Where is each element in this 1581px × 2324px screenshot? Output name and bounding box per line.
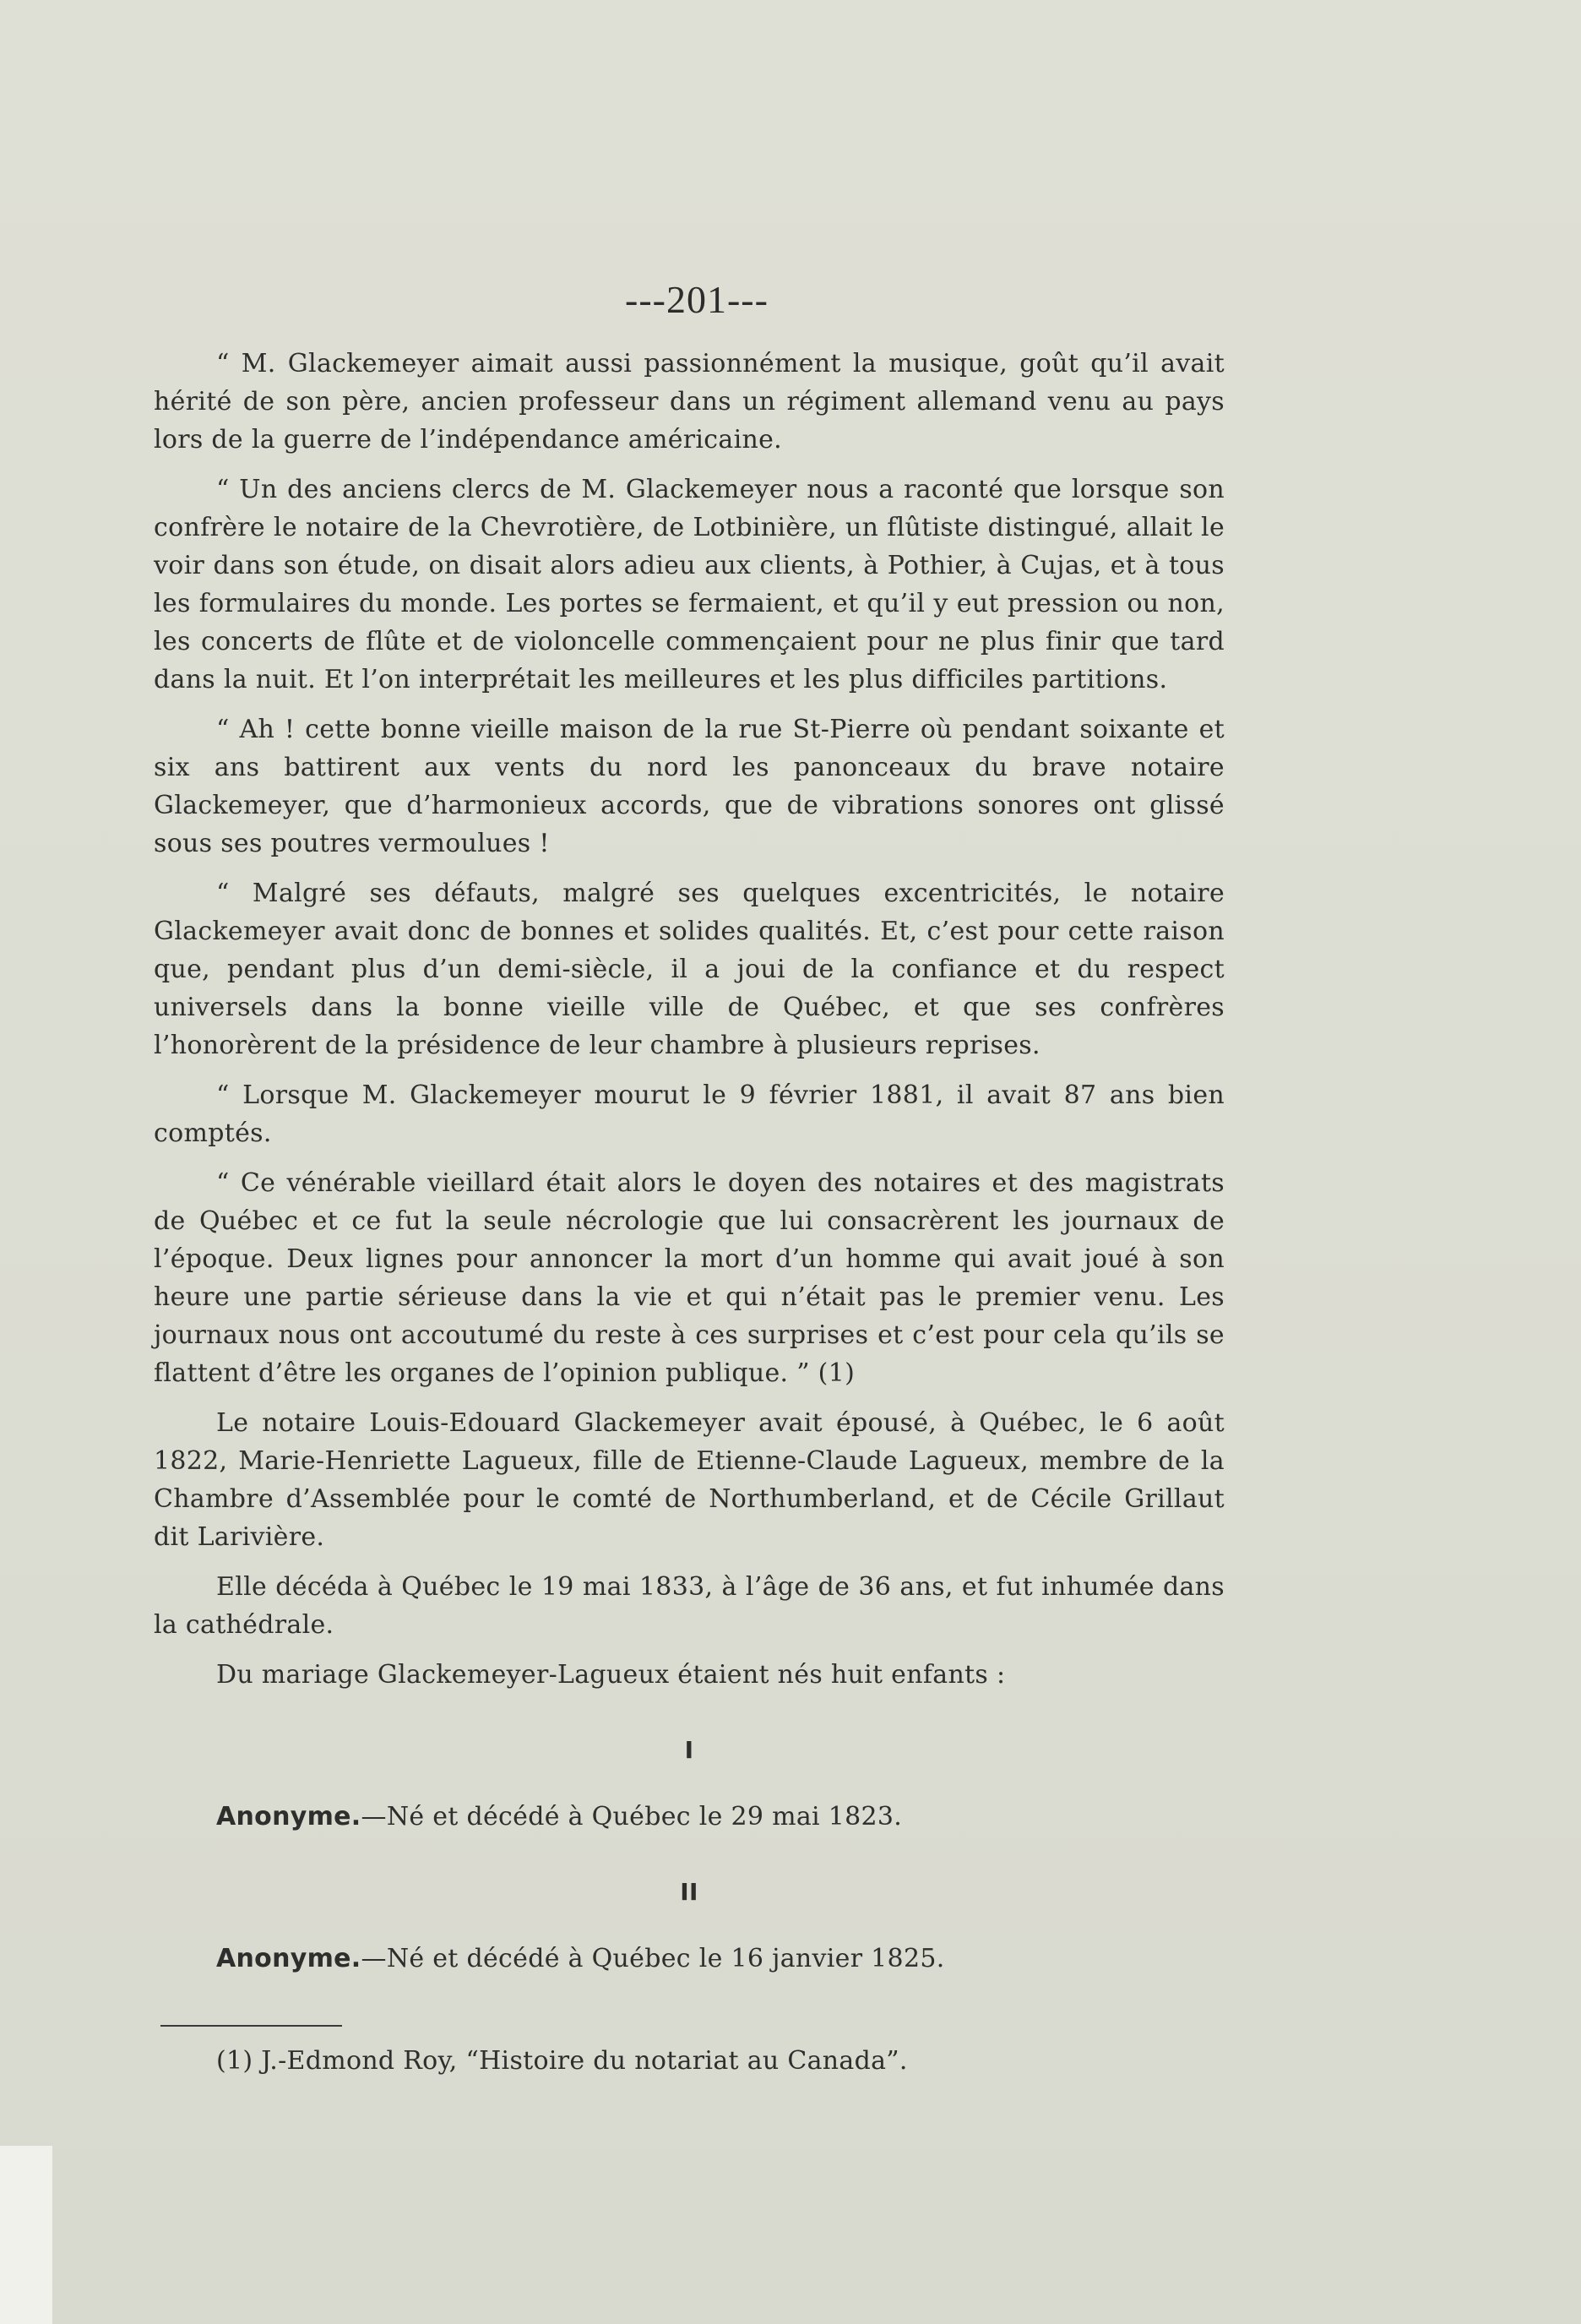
page-number: ---201--- xyxy=(625,278,769,321)
child-text-1: —Né et décédé à Québec le 29 mai 1823. xyxy=(361,1802,903,1831)
child-name-2: Anonyme. xyxy=(216,1944,361,1973)
paragraph-4: “ Malgré ses défauts, malgré ses quelques excentricités, le notaire Glackemeyer avait donc de bonnes et solides qualités. Et, c’est pour cette raison que, pendant plus d’un demi-siècle, il a joui de la confiance et du respect universels dans la bonne vieille ville de Québec, et que ses confrères l’honorèrent de la présidence de leur chambre à plusieurs reprises. xyxy=(154,879,1225,1060)
footnote: (1) J.-Edmond Roy, “Histoire du notariat au Canada”. xyxy=(216,2046,908,2076)
body-text xyxy=(154,345,1225,2092)
paragraph-1: “ M. Glackemeyer aimait aussi passionnément la musique, goût qu’il avait hérité de son père, ancien professeur dans un régiment allemand venu au pays lors de la guerre de l’indépendance américaine. xyxy=(154,349,1225,454)
paragraph-9: Du mariage Glackemeyer-Lagueux étaient nés huit enfants : xyxy=(216,1660,1006,1690)
footnote-rule xyxy=(160,2025,342,2027)
paragraph-3: “ Ah ! cette bonne vieille maison de la rue St-Pierre où pendant soixante et six ans battirent aux vents du nord les panonceaux du brave notaire Glackemeyer, que d’harmonieux accords, que de vibrations sonores ont glissé sous ses poutres vermoulues ! xyxy=(154,715,1225,858)
child-entry-2 xyxy=(154,1940,1225,1978)
page-edge-strip xyxy=(0,2146,52,2324)
child-numeral-2: II xyxy=(680,1878,698,1906)
paragraph-6: “ Ce vénérable vieillard était alors le doyen des notaires et des magistrats de Québec et ce fut la seule nécrologie que lui consacrèrent les journaux de l’époque. Deux lignes pour annoncer la mort d’un homme qui avait joué à son heure une partie sérieuse dans la vie et qui n’était pas le premier venu. Les journaux nous ont accoutumé du reste à ces surprises et c’est pour cela qu’ils se flattent d’être les organes de l’opinion publique. ” (1) xyxy=(154,1168,1225,1388)
paragraph-5: “ Lorsque M. Glackemeyer mourut le 9 février 1881, il avait 87 ans bien comptés. xyxy=(154,1080,1225,1148)
child-entry-1 xyxy=(154,1798,1225,1836)
paragraph-2: “ Un des anciens clercs de M. Glackemeyer nous a raconté que lorsque son confrère le notaire de la Chevrotière, de Lotbinière, un flûtiste distingué, allait le voir dans son étude, on disait alors adieu aux clients, à Pothier, à Cujas, et à tous les formulaires du monde. Les portes se fermaient, et qu’il y eut pression ou non, les concerts de flûte et de violoncelle commençaient pour ne plus finir que tard dans la nuit. Et l’on interprétait les meilleures et les plus difficiles partitions. xyxy=(154,475,1225,694)
child-text-2: —Né et décédé à Québec le 16 janvier 1825. xyxy=(361,1944,945,1973)
child-numeral-1: I xyxy=(684,1736,694,1764)
paragraph-8: Elle décéda à Québec le 19 mai 1833, à l’âge de 36 ans, et fut inhumée dans la cathédrale. xyxy=(154,1572,1225,1640)
paragraph-7: Le notaire Louis-Edouard Glackemeyer avait épousé, à Québec, le 6 août 1822, Marie-Henriette Lagueux, fille de Etienne-Claude Lagueux, membre de la Chambre d’Assemblée pour le comté de Northumberland, et de Cécile Grillaut dit Larivière. xyxy=(154,1408,1225,1552)
child-name-1: Anonyme. xyxy=(216,1802,361,1831)
